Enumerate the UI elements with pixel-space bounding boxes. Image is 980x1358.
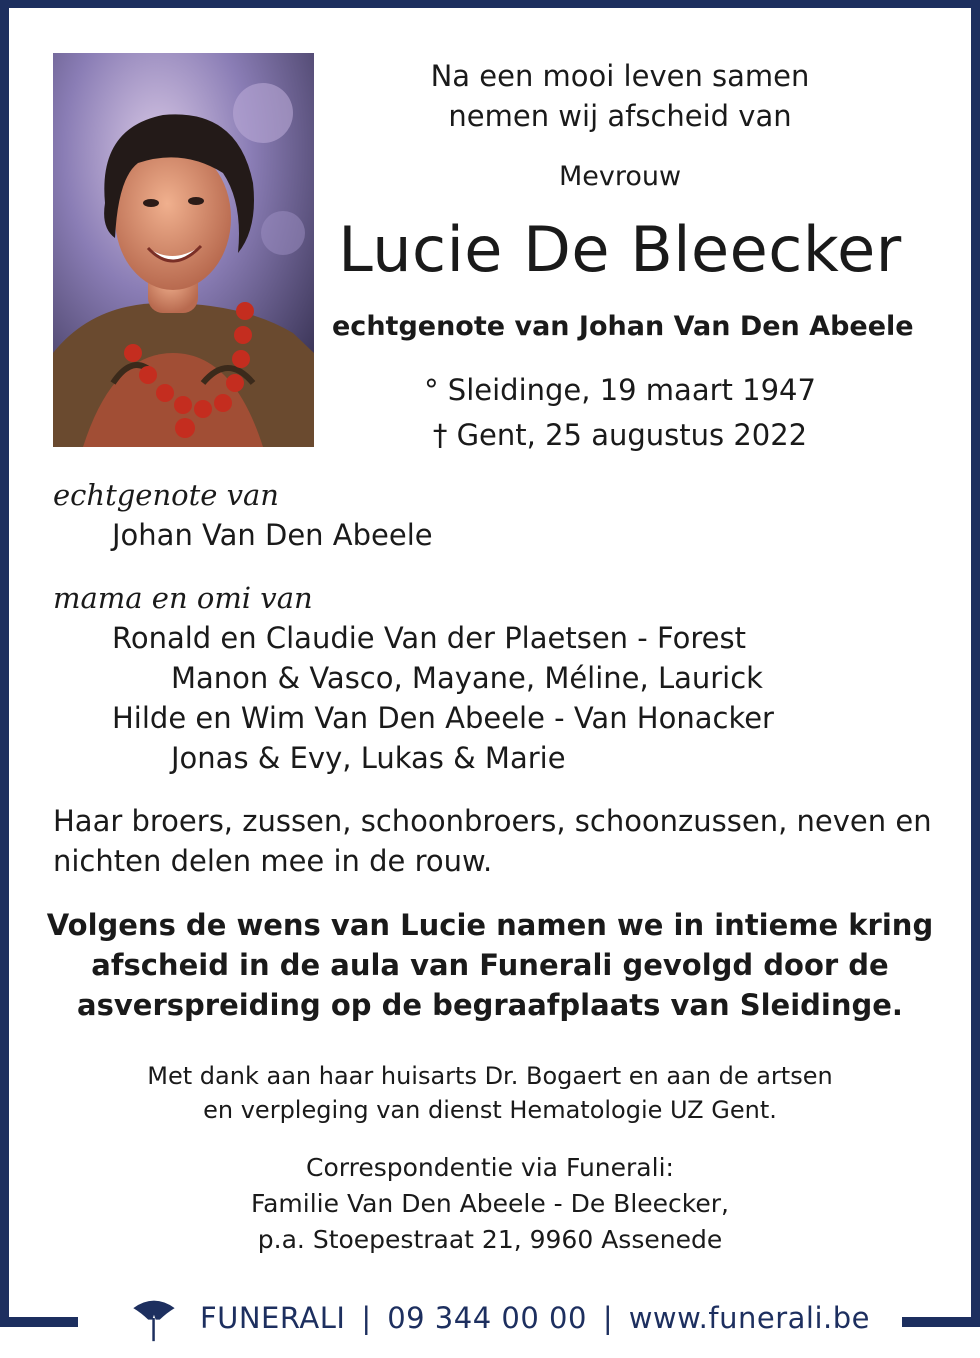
frame-top [0, 0, 980, 8]
wish-line: Volgens de wens van Lucie namen we in intieme kring [46, 908, 934, 942]
footer-separator: | [361, 1301, 372, 1335]
thanks-line: Met dank aan haar huisarts Dr. Bogaert en aan de artsen [147, 1062, 833, 1090]
grandchildren-line: Jonas & Evy, Lukas & Marie [171, 741, 566, 775]
family-block [53, 578, 933, 778]
frame-bottom-right [902, 1317, 980, 1327]
spouse-name: Johan Van Den Abeele [112, 518, 433, 552]
spouse-block [53, 475, 933, 555]
family-label: mama en omi van [53, 581, 313, 615]
deceased-name: Lucie De Bleecker [338, 213, 902, 286]
grandchildren-line: Manon & Vasco, Mayane, Méline, Laurick [171, 661, 763, 695]
mourning-text [53, 801, 933, 881]
intro-line: Na een mooi leven samen [430, 59, 810, 93]
frame-bottom-left [0, 1317, 78, 1327]
wish-text [40, 905, 940, 1025]
footer-website[interactable]: www.funerali.be [628, 1301, 870, 1335]
portrait-photo [53, 53, 314, 447]
child-line: Hilde en Wim Van Den Abeele - Van Honacker [112, 701, 774, 735]
dates [332, 368, 908, 458]
correspondence-text [40, 1150, 940, 1258]
thanks-line: en verpleging van dienst Hematologie UZ Gent. [203, 1096, 777, 1124]
wish-line: afscheid in de aula van Funerali gevolgd door de [91, 948, 889, 982]
footer-separator: | [602, 1301, 613, 1335]
footer [130, 1290, 870, 1346]
intro-line: nemen wij afscheid van [448, 99, 792, 133]
intro-text [332, 56, 908, 136]
spouse-line: echtgenote van Johan Van Den Abeele [332, 311, 914, 342]
child-line: Ronald en Claudie Van der Plaetsen - Forest [112, 621, 746, 655]
frame-right [971, 0, 980, 1327]
death-date: † Gent, 25 augustus 2022 [432, 418, 808, 452]
mourning-line: nichten delen mee in de rouw. [53, 844, 493, 878]
footer-phone[interactable]: 09 344 00 00 [387, 1301, 587, 1335]
birth-date: ° Sleidinge, 19 maart 1947 [424, 373, 816, 407]
correspondence-line: Correspondentie via Funerali: [306, 1153, 674, 1182]
wish-line: asverspreiding op de begraafplaats van Sleidinge. [77, 988, 903, 1022]
mourning-line: Haar broers, zussen, schoonbroers, schoonzussen, neven en [53, 804, 932, 838]
thanks-text [40, 1059, 940, 1127]
frame-left [0, 0, 9, 1327]
spouse-label: echtgenote van [53, 478, 279, 512]
footer-brand: FUNERALI [199, 1301, 346, 1335]
correspondence-line: Familie Van Den Abeele - De Bleecker, [251, 1189, 729, 1218]
ginkgo-leaf-icon [130, 1290, 178, 1346]
correspondence-line: p.a. Stoepestraat 21, 9960 Assenede [257, 1225, 723, 1254]
title-prefix: Mevrouw [558, 161, 682, 192]
